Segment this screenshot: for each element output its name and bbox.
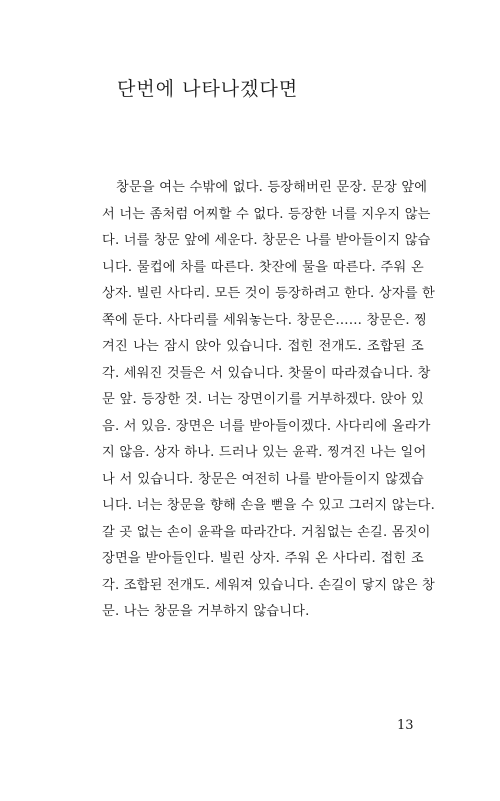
poem-line: 장면을 받아들인다. 빌린 상자. 주워 온 사다리. 접힌 조	[102, 551, 424, 566]
poem-line: 각. 세워진 것들은 서 있습니다. 찻물이 따라졌습니다. 창	[102, 365, 431, 381]
poem-line: 서 너는 좀처럼 어찌할 수 없다. 등장한 너를 지우지 않는	[102, 206, 431, 222]
poem-line: 문. 나는 창문을 거부하지 않습니다.	[102, 604, 310, 619]
poem-line: 음. 서 있음. 장면은 너를 받아들이겠다. 사다리에 올라가	[102, 418, 431, 434]
poem-body	[102, 175, 435, 626]
poem-line: 갈 곳 없는 손이 윤곽을 따라간다. 거침없는 손길. 몸짓이	[102, 524, 431, 540]
poem-line: 문 앞. 등장한 것. 너는 장면이기를 거부하겠다. 앉아 있	[102, 392, 424, 407]
poem-line: 겨진 나는 잠시 앉아 있습니다. 접힌 전개도. 조합된 조	[102, 339, 424, 354]
poem-line: 다. 너를 창문 앞에 세운다. 창문은 나를 받아들이지 않습	[102, 233, 431, 248]
poem-title: 단번에 나타나겠다면	[117, 78, 299, 100]
poem-line: 니다. 물컵에 차를 따른다. 찻잔에 물을 따른다. 주워 온	[102, 259, 424, 275]
poem-line: 나 서 있습니다. 창문은 여전히 나를 받아들이지 않겠습	[102, 471, 424, 487]
poem-line: 쪽에 둔다. 사다리를 세워놓는다. 창문은…… 창문은. 찡	[102, 312, 428, 328]
page-number: 13	[397, 718, 414, 733]
poem-line: 니다. 너는 창문을 향해 손을 뻗을 수 있고 그러지 않는다.	[102, 498, 435, 513]
poem-line: 각. 조합된 전개도. 세워져 있습니다. 손길이 닿지 않은 창	[102, 577, 435, 593]
poem-line: 상자. 빌린 사다리. 모든 것이 등장하려고 한다. 상자를 한	[102, 286, 435, 301]
poem-line: 지 않음. 상자 하나. 드러나 있는 윤곽. 찡겨진 나는 일어	[102, 445, 427, 460]
poem-line: 창문을 여는 수밖에 없다. 등장해버린 문장. 문장 앞에	[116, 180, 428, 195]
